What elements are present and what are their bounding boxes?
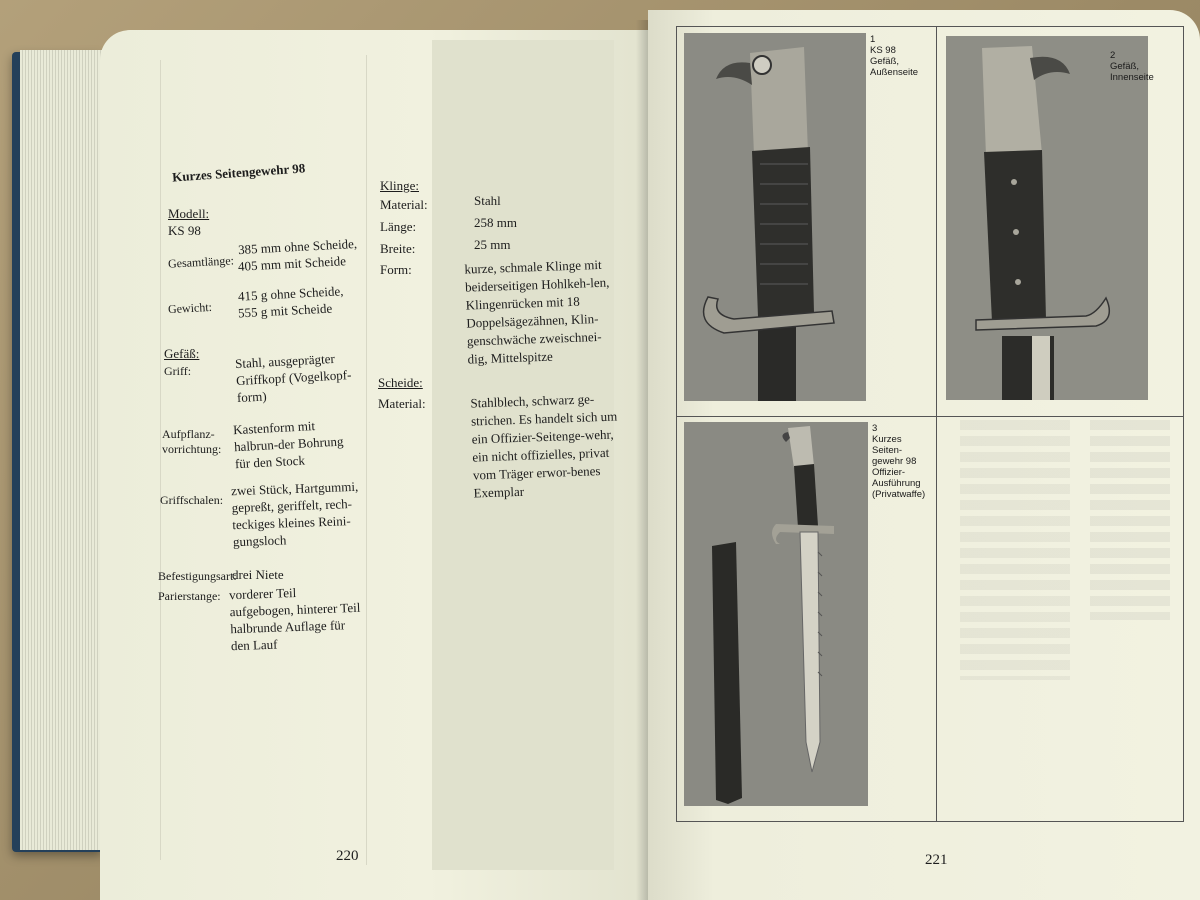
- modell-heading: Modell:: [168, 206, 210, 221]
- form-label: Form:: [380, 262, 412, 277]
- caption-3-number: 3: [872, 423, 878, 434]
- caption-2-text: Gefäß, Innenseite: [1110, 61, 1154, 83]
- caption-1-number: 1: [870, 34, 876, 45]
- befestigung-value: drei Niete: [232, 567, 284, 582]
- scheide-material-label: Material:: [378, 396, 426, 411]
- bayonet-illustration: [684, 422, 868, 806]
- photo-hilt-inner: [946, 36, 1148, 400]
- gesamtlaenge-value-2: 405 mm mit Scheide: [237, 253, 347, 274]
- griff-label: Griff:: [164, 364, 192, 378]
- gewicht-label: Gewicht:: [167, 299, 213, 317]
- column-rule: [366, 55, 367, 865]
- befestigung-label: Befestigungsart:: [158, 569, 237, 583]
- aufpflanz-label-1: Aufpflanz-: [162, 427, 215, 441]
- page-edges: [20, 50, 110, 850]
- modell-value: KS 98: [168, 223, 201, 238]
- page-title: Kurzes Seitengewehr 98: [171, 160, 306, 185]
- hilt-inner-illustration: [946, 36, 1148, 400]
- hilt-outer-illustration: [684, 33, 866, 401]
- klinge-material-value: Stahl: [474, 193, 501, 208]
- show-through-text: [1090, 420, 1170, 620]
- scheide-material-value: Stahlblech, schwarz ge-strichen. Es handelt sich um ein Offizier-Seitenge-wehr, ein nicht offizielles, privat vom Träger erwor-benes Exemplar: [470, 391, 618, 501]
- column-rule: [160, 60, 161, 860]
- breite-label: Breite:: [380, 241, 416, 256]
- caption-1-text: KS 98 Gefäß, Außenseite: [870, 45, 919, 78]
- griffschalen-value: zwei Stück, Hartgummi, gepreßt, geriffelt, rech-teckiges kleines Reini-gungsloch: [230, 478, 359, 550]
- laenge-value: 258 mm: [474, 215, 517, 230]
- griffschalen-label: Griffschalen:: [160, 493, 224, 507]
- griff-value: Stahl, ausgeprägter Griffkopf (Vogelkopf-form): [234, 350, 352, 406]
- gewicht-value-1: 415 g ohne Scheide,: [237, 283, 344, 304]
- klinge-heading: Klinge:: [380, 178, 419, 193]
- gesamtlaenge-label: Gesamtlänge:: [167, 253, 235, 271]
- klinge-material-label: Material:: [380, 197, 428, 212]
- show-through-text: [960, 420, 1070, 680]
- photo-full-bayonet: [684, 422, 868, 806]
- caption-2-number: 2: [1110, 50, 1116, 61]
- parier-value: vorderer Teil aufgebogen, hinterer Teil halbrunde Auflage für den Lauf: [228, 584, 361, 654]
- photo-hilt-outer: [684, 33, 866, 401]
- caption-3-text: Kurzes Seiten-gewehr 98 Offizier-Ausführung (Privatwaffe): [872, 434, 926, 500]
- form-value: kurze, schmale Klinge mit beiderseitigen Hohlkeh-len, Klingenrücken mit 18 Doppelsägezähnen, Klin-genschwäche zweischnei-dig, Mittelspitze: [464, 256, 610, 367]
- page-number-left: 220: [336, 848, 359, 864]
- page-number-right: 221: [925, 852, 948, 868]
- gesamtlaenge-value-1: 385 mm ohne Scheide,: [237, 235, 358, 258]
- parier-label: Parierstange:: [158, 589, 221, 603]
- breite-value: 25 mm: [474, 237, 511, 252]
- laenge-label: Länge:: [380, 219, 417, 234]
- gewicht-value-2: 555 g mit Scheide: [237, 300, 333, 321]
- aufpflanz-value: Kastenform mit halbrun-der Bohrung für den Stock: [232, 418, 344, 472]
- scheide-heading: Scheide:: [378, 375, 423, 390]
- gefaess-heading: Gefäß:: [164, 346, 200, 361]
- aufpflanz-label-2: vorrichtung:: [162, 442, 222, 456]
